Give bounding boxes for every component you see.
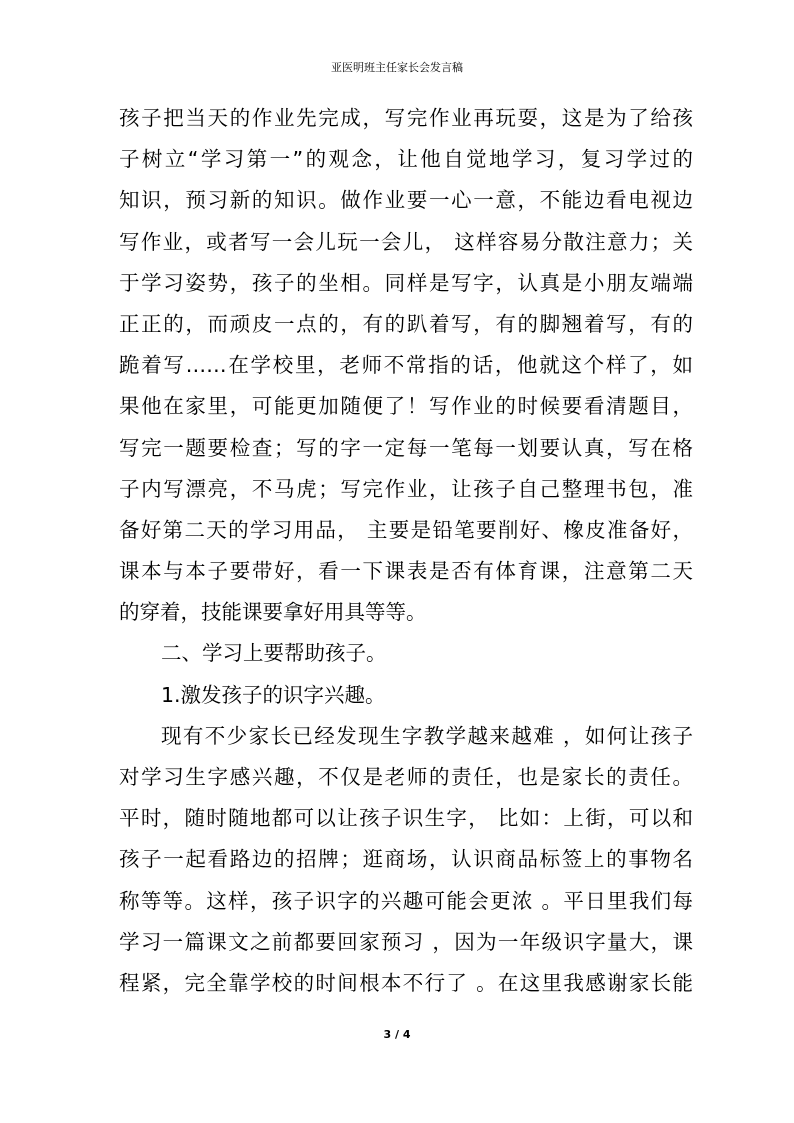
subsection-heading: 1.激发孩子的识字兴趣。 <box>161 682 386 707</box>
body-line: 的穿着，技能课要拿好用具等等。 <box>119 600 427 625</box>
body-line: 写作业，或者写一会儿玩一会儿， 这样容易分散注意力；关 <box>119 229 693 254</box>
body-line: 知识，预习新的知识。做作业要一心一意，不能边看电视边 <box>119 188 693 213</box>
page-header: 亚医明班主任家长会发言稿 <box>331 61 463 74</box>
body-line: 对学习生字感兴趣，不仅是老师的责任，也是家长的责任。 <box>119 765 693 789</box>
body-line: 于学习姿势，孩子的坐相。同样是写字，认真是小朋友端端 <box>119 270 693 295</box>
document-body <box>119 98 693 1004</box>
body-line: 子内写漂亮，不马虎；写完作业，让孩子自己整理书包，准 <box>119 476 693 501</box>
body-line: 称等等。这样，孩子识字的兴趣可能会更浓 。平日里我们每 <box>119 888 693 913</box>
body-line: 正正的，而顽皮一点的，有的趴着写，有的脚翘着写，有的 <box>119 311 693 336</box>
body-line: 孩子把当天的作业先完成，写完作业再玩耍，这是为了给孩 <box>119 106 693 130</box>
body-line: 果他在家里，可能更加随便了！写作业的时候要看清题目， <box>119 394 693 419</box>
body-line: 写完一题要检查；写的字一定每一笔每一划要认真，写在格 <box>119 435 693 460</box>
body-line: 孩子一起看路边的招牌；逛商场，认识商品标签上的事物名 <box>119 847 693 872</box>
body-line: 程紧，完全靠学校的时间根本不行了 。在这里我感谢家长能 <box>119 970 693 995</box>
body-line: 学习一篇课文之前都要回家预习 ，因为一年级识字量大，课 <box>119 929 693 954</box>
body-line: 平时，随时随地都可以让孩子识生字， 比如：上街，可以和 <box>119 806 693 831</box>
body-line: 现有不少家长已经发现生字教学越来越难 ，如何让孩子 <box>161 723 693 748</box>
body-line: 跪着写……在学校里，老师不常指的话，他就这个样了，如 <box>119 353 693 378</box>
body-line: 课本与本子要带好，看一下课表是否有体育课，注意第二天 <box>119 559 693 584</box>
body-line: 备好第二天的学习用品， 主要是铅笔要削好、橡皮准备好， <box>119 517 693 542</box>
body-line: 子树立“学习第一”的观念，让他自觉地学习，复习学过的 <box>119 147 693 172</box>
page-number: 3 / 4 <box>383 1028 411 1041</box>
section-heading: 二、学习上要帮助孩子。 <box>161 641 387 666</box>
